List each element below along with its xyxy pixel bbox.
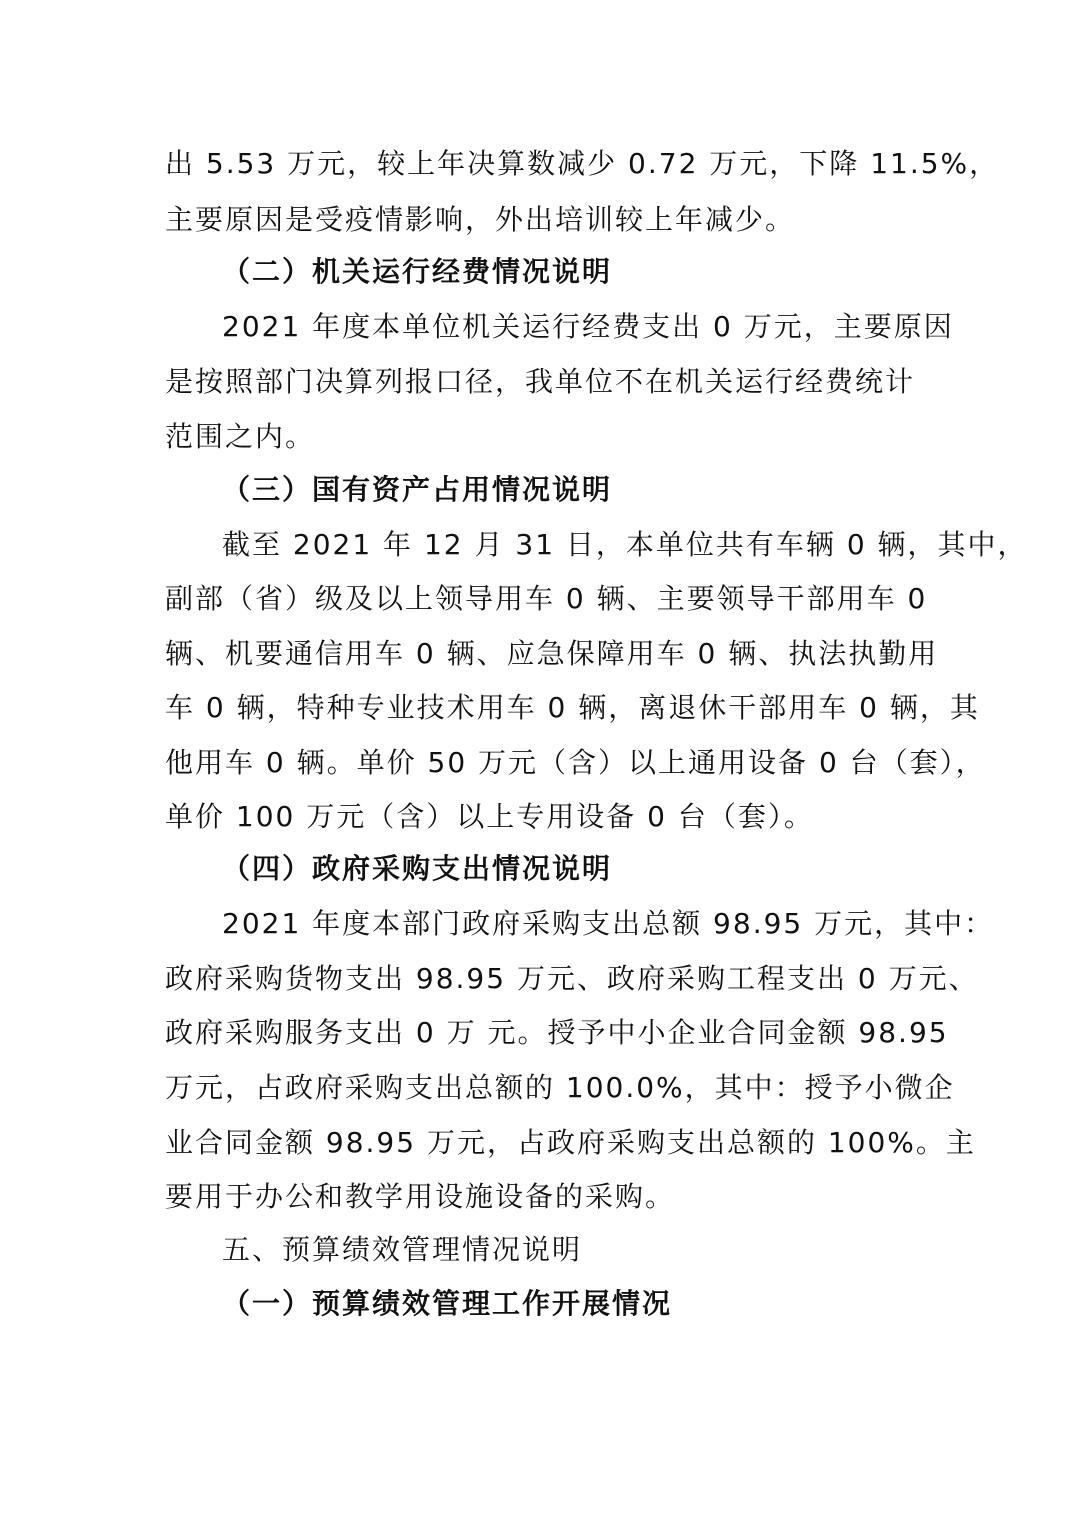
body-text-line: 业合同金额 98.95 万元，占政府采购支出总额的 100%。主 xyxy=(165,1126,976,1159)
section-heading: （四）政府采购支出情况说明 xyxy=(222,852,613,885)
body-text-line: 辆、机要通信用车 0 辆、应急保障用车 0 辆、执法执勤用 xyxy=(165,637,939,670)
body-text-line: 主要原因是受疫情影响，外出培训较上年减少。 xyxy=(165,203,796,236)
body-text-line: 他用车 0 辆。单价 50 万元（含）以上通用设备 0 台（套）， xyxy=(165,746,986,779)
body-text-line: 政府采购货物支出 98.95 万元、政府采购工程支出 0 万元、 xyxy=(165,962,979,995)
body-text-line: 要用于办公和教学用设施设备的采购。 xyxy=(165,1180,676,1213)
body-text-line: 车 0 辆，特种专业技术用车 0 辆，离退休干部用车 0 辆，其 xyxy=(165,691,980,724)
body-text-line: 单价 100 万元（含）以上专用设备 0 台（套）。 xyxy=(165,800,814,833)
body-text-line: 万元，占政府采购支出总额的 100.0%，其中：授予小微企 xyxy=(165,1071,955,1104)
body-text-line: 出 5.53 万元，较上年决算数减少 0.72 万元，下降 11.5%， xyxy=(165,147,1000,180)
body-text-line: 2021 年度本部门政府采购支出总额 98.95 万元，其中： xyxy=(222,907,995,940)
body-text-line: 截至 2021 年 12 月 31 日，本单位共有车辆 0 辆，其中， xyxy=(222,528,1028,561)
section-heading: （三）国有资产占用情况说明 xyxy=(222,473,613,506)
body-text-line: 副部（省）级及以上领导用车 0 辆、主要领导干部用车 0 xyxy=(165,582,928,615)
body-text-line: 政府采购服务支出 0 万 元。授予中小企业合同金额 98.95 xyxy=(165,1016,949,1049)
section-heading: （二）机关运行经费情况说明 xyxy=(222,255,613,288)
section-heading: （一）预算绩效管理工作开展情况 xyxy=(222,1287,673,1320)
body-text-line: 2021 年度本单位机关运行经费支出 0 万元，主要原因 xyxy=(222,310,954,343)
body-text-line: 是按照部门决算列报口径，我单位不在机关运行经费统计 xyxy=(165,365,916,398)
body-text-line: 范围之内。 xyxy=(165,420,316,453)
chapter-heading: 五、预算绩效管理情况说明 xyxy=(222,1233,583,1266)
